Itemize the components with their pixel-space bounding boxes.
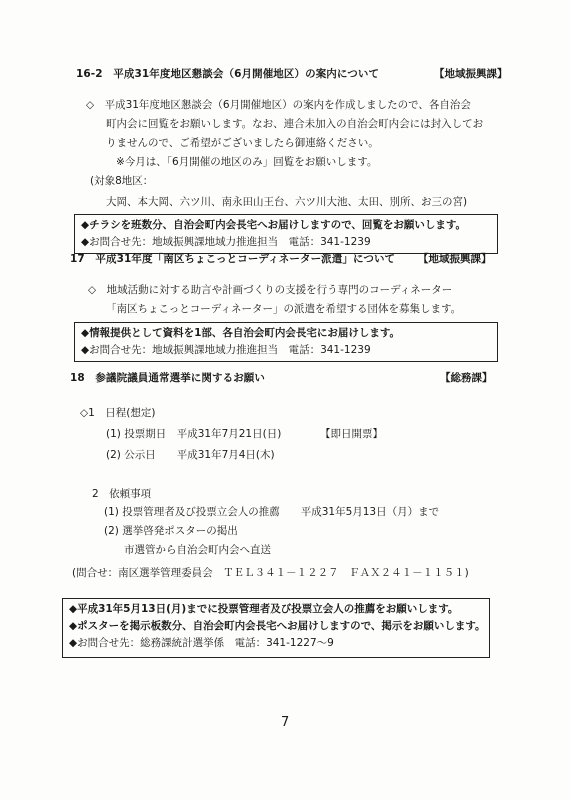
section-18-request-2-sub: 市選管から自治会町内会へ直送 xyxy=(124,544,271,556)
section-16-info-box xyxy=(74,214,498,254)
section-17-tag: 【地域振興課】 xyxy=(418,253,492,265)
section-18-box-contact: ◆お問合せ先：総務課統計選挙係 電話：341-1227～9 xyxy=(69,637,334,649)
section-16-line-1: ◇ 平成31年度地区懇談会（6月開催地区）の案内を作成しましたので、各自治会 xyxy=(86,99,471,111)
section-17-line-2: 「南区ちょこっとコーディネーター」の派遣を希望する団体を募集します。 xyxy=(106,303,462,315)
section-18-item-2-title: 2 依頼事項 xyxy=(92,488,152,500)
section-17-line-1: ◇ 地域活動に対する助言や計画づくりの支援を行う専門のコーディネーター xyxy=(88,284,453,296)
section-16-tag: 【地域振興課】 xyxy=(434,68,508,80)
section-18-request-1: (1) 投票管理者及び投票立会人の推薦 平成31年5月13日（月）まで xyxy=(104,506,440,518)
page-number: 7 xyxy=(281,715,290,730)
section-16-line-3: りませんので、ご希望がございましたら御連絡ください。 xyxy=(106,137,379,149)
section-17-heading: 17 平成31年度「南区ちょこっとコーディネーター派遣」について xyxy=(70,253,396,265)
section-16-heading: 16-2 平成31年度地区懇談会（6月開催地区）の案内について xyxy=(76,68,380,80)
section-18-voting-date: (1) 投票期日 平成31年7月21日(日) xyxy=(106,428,282,440)
section-17-info-box xyxy=(74,322,498,362)
section-16-target-list: 大岡、本大岡、六ツ川、南永田山王台、六ツ川大池、太田、別所、お三の宮) xyxy=(106,196,468,208)
section-16-note: ※今月は、「6月開催の地区のみ」回覧をお願いします。 xyxy=(116,156,378,168)
section-16-target-label: (対象8地区： xyxy=(90,175,154,187)
section-18-info-box xyxy=(62,598,490,658)
section-18-tag: 【総務課】 xyxy=(440,372,493,384)
section-16-line-2: 町内会に回覧をお願いします。なお、連合未加入の自治会町内会には封入してお xyxy=(106,118,484,130)
section-17-box-contact: ◆お問合せ先：地域振興課地域力推進担当 電話：341-1239 xyxy=(81,344,371,356)
section-18-announce-date: (2) 公示日 平成31年7月4日(木) xyxy=(106,449,275,461)
section-18-box-line-1: ◆平成31年5月13日(月)までに投票管理者及び投票立会人の推薦をお願いします。 xyxy=(69,603,459,615)
section-18-heading: 18 参議院議員通常選挙に関するお願い xyxy=(70,372,266,384)
section-16-box-line-1: ◆チラシを班数分、自治会町内会長宅へお届けしますので、回覧をお願いします。 xyxy=(81,219,467,231)
section-18-item-1-title: ◇1 日程(想定) xyxy=(80,407,156,419)
section-18-contact: (問合せ：南区選挙管理委員会 ＴＥＬ３４１－１２２７ ＦＡＸ２４１－１１５１) xyxy=(72,567,469,579)
section-18-same-day-count: 【即日開票】 xyxy=(320,428,383,440)
section-18-box-line-2: ◆ポスターを掲示板数分、自治会町内会長宅へお届けしますので、掲示をお願いします。 xyxy=(69,620,486,632)
section-17-box-line-1: ◆情報提供として資料を1部、各自治会町内会長宅にお届けします。 xyxy=(81,327,401,339)
section-16-box-contact: ◆お問合せ先：地域振興課地域力推進担当 電話：341-1239 xyxy=(81,236,371,248)
section-18-request-2: (2) 選挙啓発ポスターの掲出 xyxy=(104,525,238,537)
